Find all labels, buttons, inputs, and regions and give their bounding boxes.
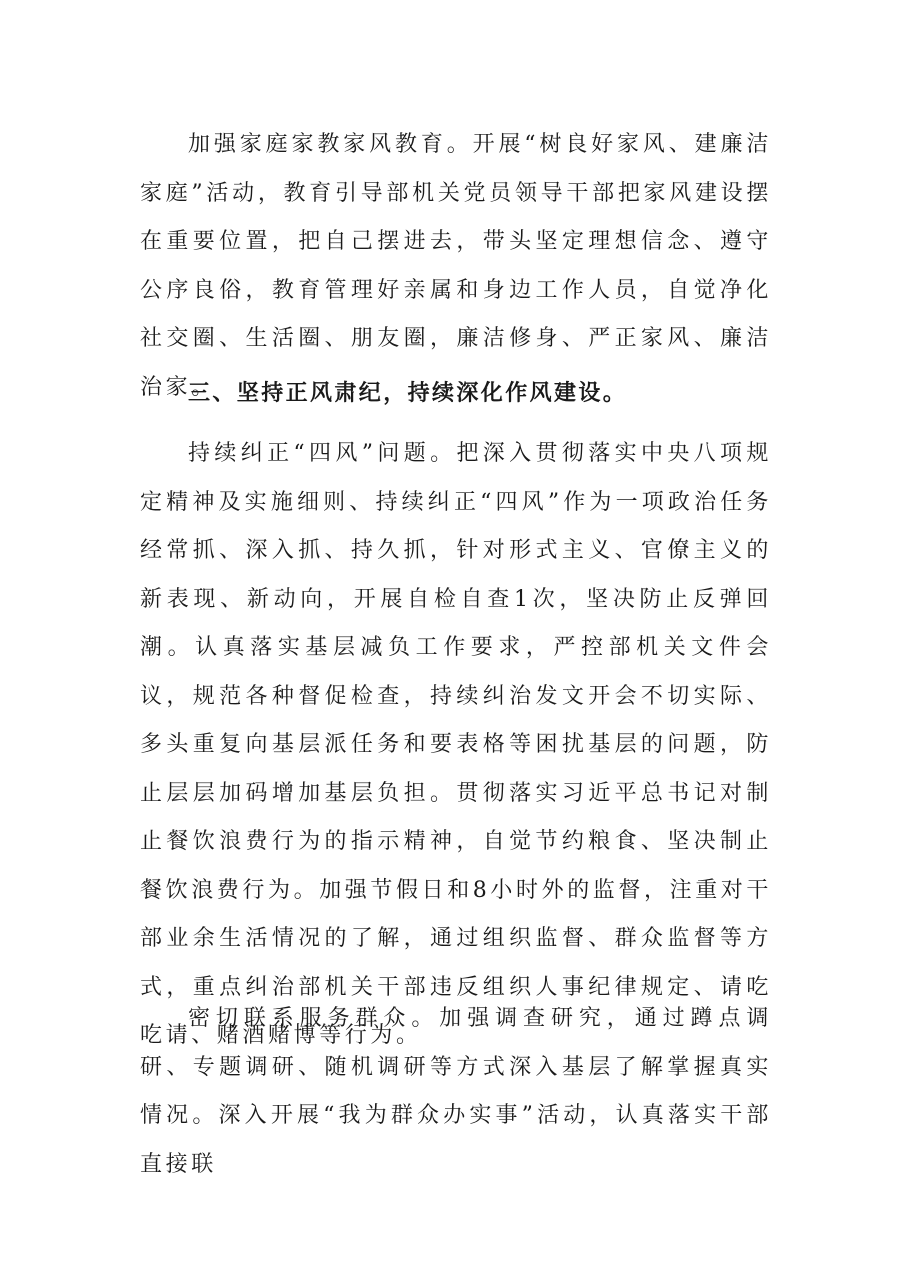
paragraph-serve-masses: 密切联系服务群众。加强调查研究，通过蹲点调研、专题调研、随机调研等方式深入基层了解掌握真实情况。深入开展“我为群众办实事”活动，认真落实干部直接联 [140, 1006, 772, 1177]
paragraph-family-education: 加强家庭家教家风教育。开展“树良好家风、建廉洁家庭”活动，教育引导部机关党员领导干部把家风建设摆在重要位置，把自己摆进去，带头坚定理想信念、遵守公序良俗，教育管理好亲属和身边工作人员，自觉净化社交圈、生活圈、朋友圈，廉洁修身、严正家风、廉洁治家。 [140, 132, 772, 400]
section-heading: 三、坚持正风肃纪，持续深化作风建设。 [188, 381, 628, 406]
paragraph-four-styles: 持续纠正“四风”问题。把深入贯彻落实中央八项规定精神及实施细则、持续纠正“四风”作为一项政治任务经常抓、深入抓、持久抓，针对形式主义、官僚主义的新表现、新动向，开展自检自查1次，坚决防止反弹回潮。认真落实基层减负工作要求，严控部机关文件会议，规范各种督促检查，持续纠治发文开会不切实际、多头重复向基层派任务和要表格等困扰基层的问题，防止层层加码增加基层负担。贯彻落实习近平总书记对制止餐饮浪费行为的指示精神，自觉节约粮食、坚决制止餐饮浪费行为。加强节假日和8小时外的监督，注重对干部业余生活情况的了解，通过组织监督、群众监督等方式，重点纠治部机关干部违反组织人事纪律规定、请吃吃请、赌酒赌博等行为。 [140, 441, 772, 1048]
